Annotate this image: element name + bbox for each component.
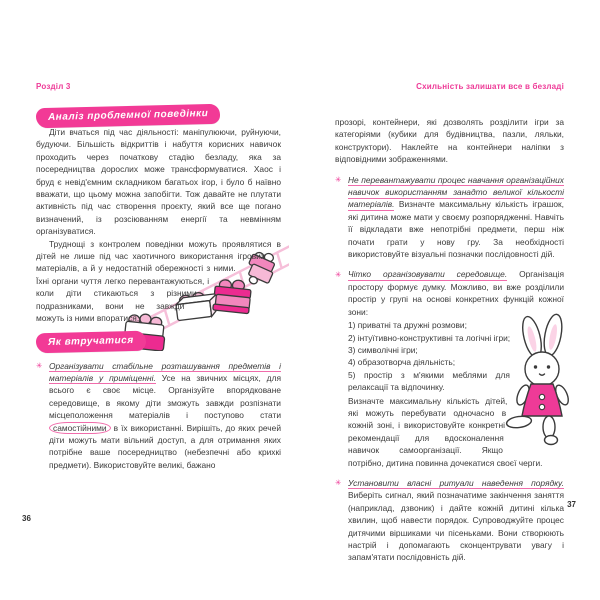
zone-item: 4) образотворча діяльність; xyxy=(348,357,456,368)
section-running-head: Схильність залишати все в безладі xyxy=(416,82,564,91)
bullet-continuation: Визначте максимальну кількість дітей, які можуть перебувати одночасно в кожній зоні, і використовуйте конкретні рекомендації для вдосконалення навичок самоорганізації. Якщо потрібно, дитина повинна дочекатися своєї черги. xyxy=(348,395,543,468)
badge-label: Як втручатися xyxy=(47,334,134,348)
bullet-text: Усе на звичних місцях, для всього є своє місце. Організуйте впорядковане середовище, в якому діти зможуть завжди розпізнати місцеположення матеріалів і поступово стати xyxy=(49,372,281,421)
continued-paragraph: прозорі, контейнери, які дозволять розділити ігри за категоріями (кубики для будівництва, пазли, ляльки, конструктори). Наклейте на контейнери наліпки з відповідними зображеннями. xyxy=(335,117,564,165)
section-badge-problem-analysis xyxy=(36,104,221,128)
bullet-lead-underlined: Організувати стабільне розташування предметів і матеріалів у приміщенні. xyxy=(49,360,281,383)
bullet-text: в їх використанні. Вирішіть, до яких речей діти можуть мати вільний доступ, а для отримання яких потрібне ваше посередництво (небезпечні або крихкі предмети). Використовуйте великі, бажано xyxy=(49,422,281,470)
page-right xyxy=(300,0,600,600)
bullet-organize-environment xyxy=(335,268,564,469)
bullet-asterisk-icon: ✳ xyxy=(335,269,342,279)
bullet-asterisk-icon: ✳ xyxy=(335,175,342,185)
bullet-tidy-up-rituals xyxy=(335,477,564,564)
bullet-asterisk-icon: ✳ xyxy=(335,478,342,488)
bullet-text: Визначте максимальну кількість іграшок, які дитина може мати у своєму розпорядженні. Навчіть її відкладати вже непотрібні предмети, перш ніж почати грати у нову гру. За необхідності використовуйте візуальні позначки послідовності дій. xyxy=(348,199,564,260)
zone-item: 1) приватні та дружні розмови; xyxy=(348,320,467,331)
bullet-do-not-overload xyxy=(335,174,564,261)
paragraph-intro: Діти вчаться під час діяльності: маніпулюючи, руйнуючи, будуючи. Більшість відкриттів і набуття корисних навичок проходить через початкову стадію безладу, яка за посередництва дорослих може трансформуватися. Хаос і бруд є невід'ємним складником багатьох ігор, і було б наївно вважати, що цьому можна запобігти. Тож давайте не плутати активність під час створення проєкту, який все ще погано визначений, із розсіюванням енергії та невмінням організуватися. xyxy=(36,127,281,237)
chapter-running-head: Розділ 3 xyxy=(36,82,71,91)
bullet-lead-underlined: Чітко організовувати середовище. xyxy=(348,269,508,280)
page-number-left: 36 xyxy=(22,514,31,523)
bullet-text: Організація простору формує думку. Можливо, ви вже розділили простір у групі на основі конкретних функцій кожної зони: xyxy=(348,269,564,317)
paragraph-difficulties xyxy=(36,238,281,325)
bullet-organize-placement xyxy=(36,360,281,472)
zone-item: 3) символічні ігри; xyxy=(348,344,418,355)
paragraph-difficulties-text: Труднощі з контролем поведінки можуть проявлятися в дітей не лише під час хаотичного використання ігрових матеріалів, а й у недостатній обережності з ними. Їхні органи чуття легко перевантажуються, і коли діти стикаються з різними подразниками, вони не завжди можуть із ними впоратися. xyxy=(36,238,281,324)
bullet-lead-underlined: Не перевантажувати процес навчання організаційних навичок використанням занадто великої кількості матеріалів. xyxy=(348,174,564,210)
zone-item: 2) інтуїтивно-конструктивні та логічні ігри; xyxy=(348,332,511,343)
bullet-lead-underlined: Установити власні ритуали наведення порядку. xyxy=(348,477,564,488)
section-badge-how-to-intervene xyxy=(36,330,146,353)
zone-item: 5) простір з м'якими меблями для релаксації та відпочинку. xyxy=(348,369,510,393)
bullet-asterisk-icon: ✳ xyxy=(36,361,43,370)
zones-list xyxy=(348,319,564,393)
bullet-text: Виберіть сигнал, який позначатиме закінчення заняття (наприклад, дзвоник) і дайте кожній дитині кілька хвилин, щоб навести порядок. Супроводжуйте процес дитячими віршиками чи пісеньками. Вони створюють настрій і допомагають сконцентрувати увагу і запам'ятати послідовність дій. xyxy=(348,490,564,563)
circled-word: самостійними xyxy=(49,422,111,434)
bunny-illustration xyxy=(504,313,582,453)
badge-label: Аналіз проблемної поведінки xyxy=(47,108,209,123)
page-number-right: 37 xyxy=(567,500,576,509)
